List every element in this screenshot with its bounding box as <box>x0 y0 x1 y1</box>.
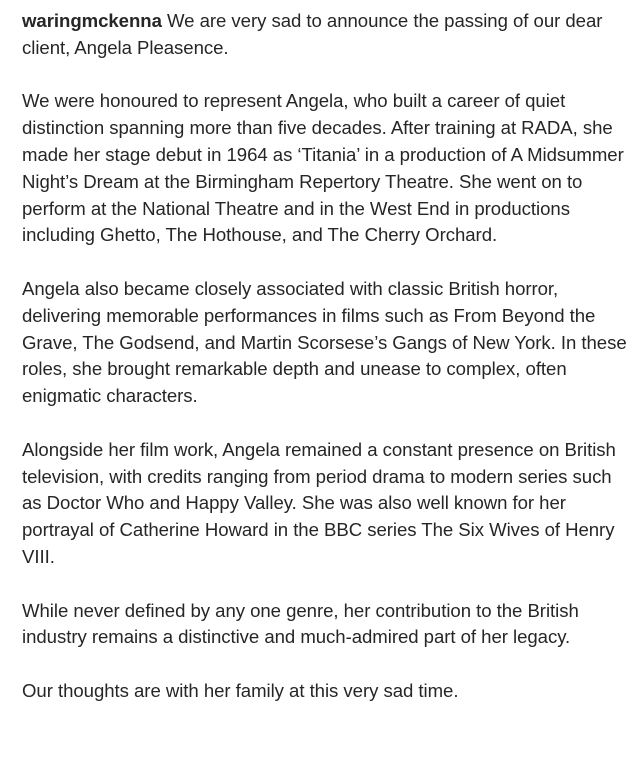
caption-paragraph-4: Alongside her film work, Angela remained a constant presence on British television, with credits ranging from period drama to modern series such as Doctor Who and Happy Valley. She was also well known for her portrayal of Catherine Howard in the BBC series The Six Wives of Henry VIII. <box>22 438 616 567</box>
post-caption <box>22 8 628 705</box>
caption-paragraph-6: Our thoughts are with her family at this very sad time. <box>22 679 459 701</box>
caption-paragraph-3: Angela also became closely associated with classic British horror, delivering memorable performances in films such as From Beyond the Grave, The Godsend, and Martin Scorsese’s Gangs of New York. In these roles, she brought remarkable depth and unease to complex, often enigmatic characters. <box>22 277 627 407</box>
caption-paragraph-5: While never defined by any one genre, her contribution to the British industry remains a distinctive and much-admired part of her legacy. <box>22 599 579 648</box>
caption-paragraph-2: We were honoured to represent Angela, who built a career of quiet distinction spanning more than five decades. After training at RADA, she made her stage debut in 1964 as ‘Titania’ in a production of A Midsummer Night’s Dream at the Birmingham Repertory Theatre. She went on to perform at the National Theatre and in the West End in productions including Ghetto, The Hothouse, and The Cherry Orchard. <box>22 90 624 246</box>
caption-text-1: We are very sad to announce the passing of our dear client, Angela Pleasence. <box>22 10 603 58</box>
username-link[interactable]: waringmckenna <box>22 10 162 31</box>
caption-paragraph-1 <box>22 8 628 62</box>
